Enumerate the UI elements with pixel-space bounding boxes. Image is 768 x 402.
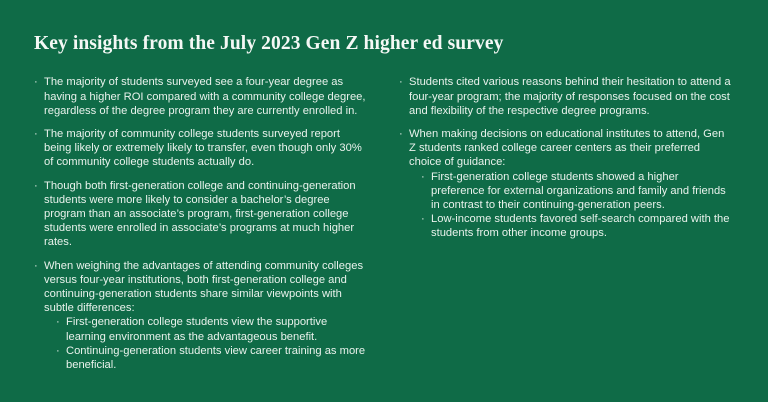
list-item: · Though both first-generation college and continuing-generation students were more likely to consider a bachelor’s degree program than an associate’s program, first-generation college students were enrolled in associate’s programs at much higher rates. (34, 179, 369, 250)
sub-list-item: · Continuing-generation students view career training as more beneficial. (56, 344, 369, 372)
right-column (399, 75, 734, 381)
sub-bullet-list (409, 170, 734, 241)
sub-list-item: · First-generation college students showed a higher preference for external organizations and family and friends in contrast to their continuing-generation peers. (421, 170, 734, 213)
page-title: Key insights from the July 2023 Gen Z higher ed survey (34, 33, 504, 54)
sub-bullet-list (44, 315, 369, 372)
list-item: · The majority of students surveyed see a four-year degree as having a higher ROI compared with a community college degree, regardless of the degree program they are currently enrolled in. (34, 75, 369, 118)
sub-list-item: · First-generation college students view the supportive learning environment as the advantageous benefit. (56, 315, 369, 343)
list-item: · The majority of community college students surveyed report being likely or extremely likely to transfer, even though only 30% of community college students actually do. (34, 127, 369, 170)
content-columns (34, 75, 734, 381)
right-bullet-list (399, 75, 734, 240)
sub-list-item: · Low-income students favored self-search compared with the students from other income groups. (421, 212, 734, 240)
left-column (34, 75, 369, 381)
list-item: · Students cited various reasons behind their hesitation to attend a four-year program; the majority of responses focused on the cost and flexibility of the respective degree programs. (399, 75, 734, 118)
list-item: · When weighing the advantages of attending community colleges versus four-year institutions, both first-generation college and continuing-generation students share similar viewpoints with subtle differences: · First-generation college students view the supportive learning environment as the advantageous benefit. · Continuing-generation students view career training as more beneficial. (34, 259, 369, 373)
list-item: · When making decisions on educational institutes to attend, Gen Z students ranked college career centers as their preferred choice of guidance: · First-generation college students showed a higher preference for external organizations and family and friends in contrast to their continuing-generation peers. · Low-income students favored self-search compared with the students from other income groups. (399, 127, 734, 241)
left-bullet-list (34, 75, 369, 372)
